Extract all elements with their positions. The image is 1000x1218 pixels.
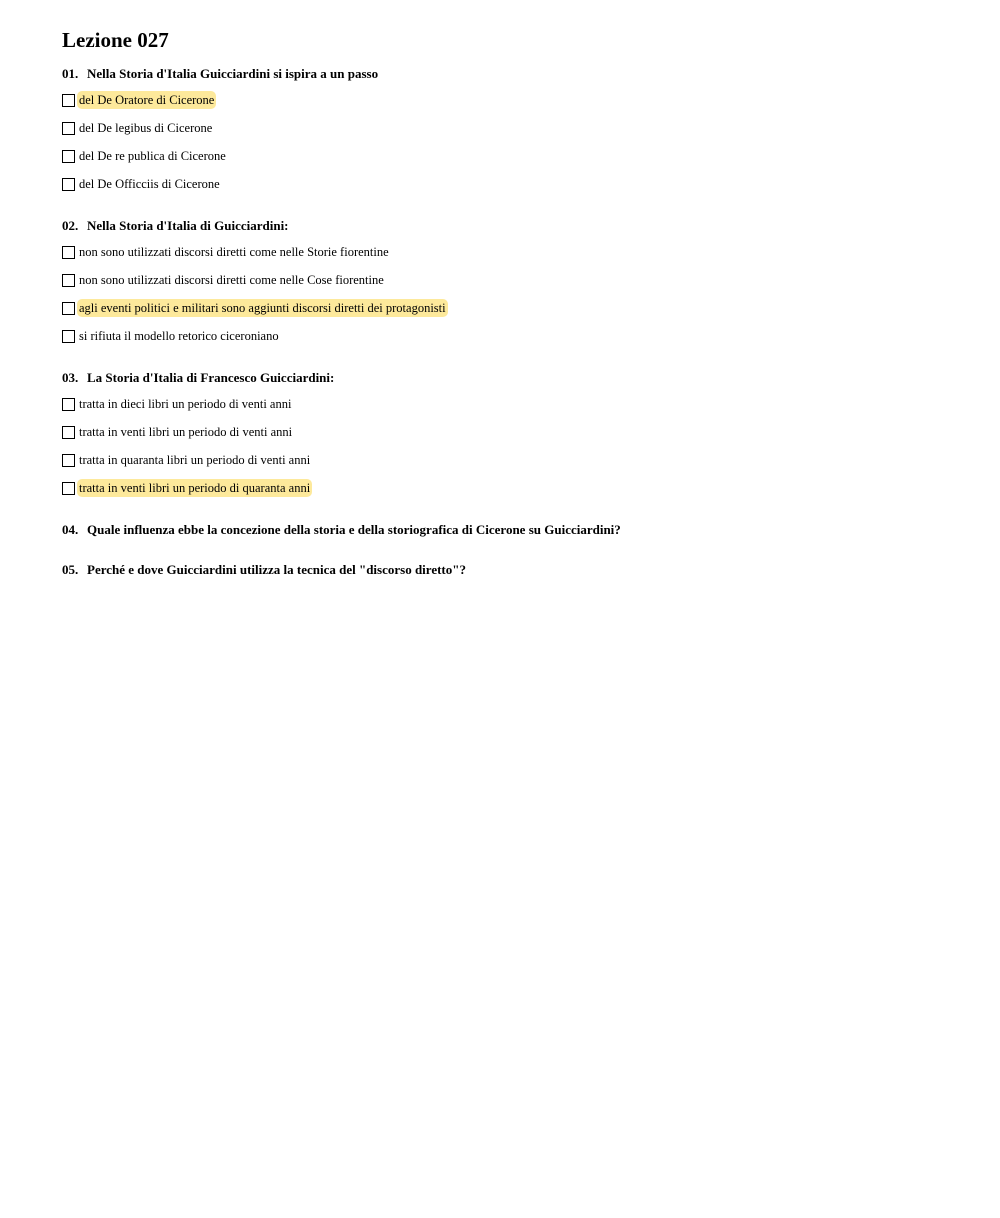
answer-checkbox[interactable] xyxy=(62,454,75,467)
question-text xyxy=(62,522,962,538)
answer-option[interactable] xyxy=(62,175,962,193)
answer-option[interactable] xyxy=(62,395,962,413)
answer-option[interactable] xyxy=(62,119,962,137)
answer-checkbox[interactable] xyxy=(62,150,75,163)
question-1 xyxy=(62,66,962,193)
answer-option[interactable] xyxy=(62,243,962,261)
answer-label: non sono utilizzati discorsi diretti come nelle Storie fiorentine xyxy=(79,245,389,259)
answer-checkbox[interactable] xyxy=(62,330,75,343)
answer-checkbox[interactable] xyxy=(62,302,75,315)
answer-label: del De Officciis di Cicerone xyxy=(79,177,220,191)
answer-option[interactable] xyxy=(62,299,962,317)
answer-label: tratta in venti libri un periodo di venti anni xyxy=(79,425,293,439)
answer-option[interactable] xyxy=(62,147,962,165)
answer-option[interactable] xyxy=(62,91,962,109)
answer-label: si rifiuta il modello retorico ciceroniano xyxy=(79,329,279,343)
answer-checkbox[interactable] xyxy=(62,178,75,191)
answer-checkbox[interactable] xyxy=(62,274,75,287)
question-number: 05. xyxy=(62,562,79,577)
question-text xyxy=(62,66,962,82)
answer-label-highlighted: agli eventi politici e militari sono aggiunti discorsi diretti dei protagonisti xyxy=(79,301,446,315)
question-number: 01. xyxy=(62,66,79,81)
answer-checkbox[interactable] xyxy=(62,122,75,135)
question-4 xyxy=(62,522,962,538)
question-label: Nella Storia d'Italia Guicciardini si ispira a un passo xyxy=(87,66,379,81)
answer-checkbox[interactable] xyxy=(62,398,75,411)
question-label: La Storia d'Italia di Francesco Guicciardini: xyxy=(87,370,335,385)
answer-label-highlighted: tratta in venti libri un periodo di quaranta anni xyxy=(79,481,311,495)
answer-label: del De re publica di Cicerone xyxy=(79,149,226,163)
question-label: Quale influenza ebbe la concezione della storia e della storiografica di Cicerone su Guicciardini? xyxy=(87,522,621,537)
answer-checkbox[interactable] xyxy=(62,482,75,495)
answer-label: del De legibus di Cicerone xyxy=(79,121,213,135)
question-list xyxy=(62,66,962,578)
question-number: 04. xyxy=(62,522,79,537)
answer-checkbox[interactable] xyxy=(62,94,75,107)
answer-label-highlighted: del De Oratore di Cicerone xyxy=(79,93,215,107)
question-text xyxy=(62,562,962,578)
answer-option[interactable] xyxy=(62,271,962,289)
question-2 xyxy=(62,218,962,345)
answer-option[interactable] xyxy=(62,451,962,469)
answer-label: tratta in dieci libri un periodo di venti anni xyxy=(79,397,292,411)
question-3 xyxy=(62,370,962,497)
answer-checkbox[interactable] xyxy=(62,426,75,439)
question-text xyxy=(62,218,962,234)
question-label: Nella Storia d'Italia di Guicciardini: xyxy=(87,218,289,233)
question-number: 02. xyxy=(62,218,79,233)
question-label: Perché e dove Guicciardini utilizza la tecnica del "discorso diretto"? xyxy=(87,562,466,577)
page-title: Lezione 027 xyxy=(62,28,169,52)
answer-label: tratta in quaranta libri un periodo di venti anni xyxy=(79,453,311,467)
quiz-page xyxy=(62,28,962,578)
answer-checkbox[interactable] xyxy=(62,246,75,259)
question-5 xyxy=(62,562,962,578)
answer-option[interactable] xyxy=(62,423,962,441)
question-text xyxy=(62,370,962,386)
answer-label: non sono utilizzati discorsi diretti come nelle Cose fiorentine xyxy=(79,273,384,287)
answer-option[interactable] xyxy=(62,479,962,497)
answer-option[interactable] xyxy=(62,327,962,345)
question-number: 03. xyxy=(62,370,79,385)
